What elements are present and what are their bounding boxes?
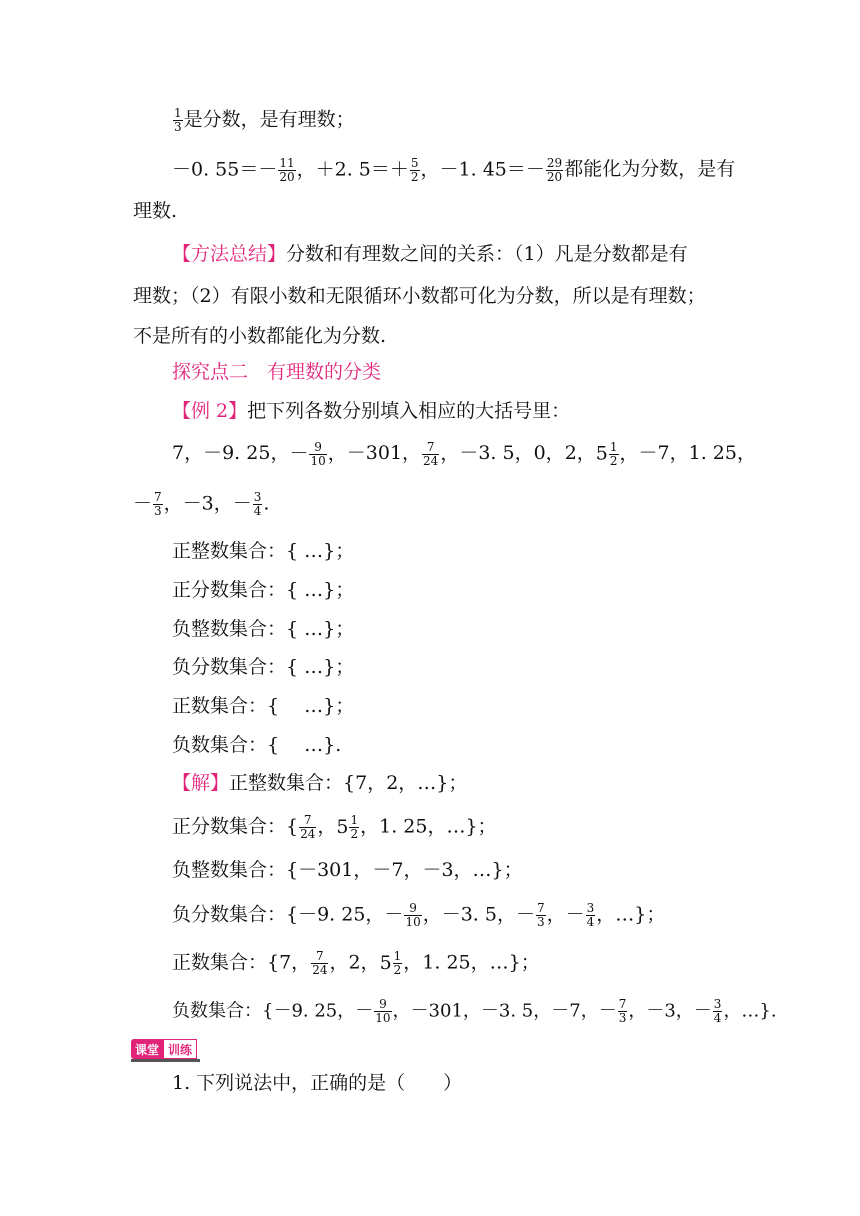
fraction: $\frac{3}{4}$ <box>586 901 595 929</box>
fraction: $\frac{7}{24}$ <box>423 440 439 468</box>
line-decimal-conversions: －0. 55＝－ $\frac{11}{20}$ ，＋2. 5＝＋ $\frac{5}{2}$ ，－1. 45＝－ $\frac{29}{20}$ 都能化为分数，是有 <box>172 156 736 184</box>
fraction: $\frac{29}{20}$ <box>546 156 563 184</box>
method-summary-line3: 不是所有的小数都能化为分数. <box>133 325 387 347</box>
solution-negative-fractions: 负分数集合：{－9. 25，－ $\frac{9}{10}$ ，－3. 5，－ $\frac{7}{3}$ ，－ $\frac{3}{4}$ ，…}； <box>172 901 666 929</box>
classroom-training-badge <box>131 1039 197 1059</box>
example-tag: 【例 2】 <box>172 400 248 422</box>
blank-set-negative-numbers: 负数集合：{ …}. <box>172 734 342 756</box>
fraction: $\frac{5}{2}$ <box>410 156 419 184</box>
badge-shadow <box>131 1059 200 1062</box>
fraction: $\frac{1}{2}$ <box>609 440 618 468</box>
fraction: $\frac{9}{10}$ <box>310 440 326 468</box>
blank-set-positive-fractions: 正分数集合：{ …}； <box>172 579 355 601</box>
number-list-line1: 7， －9. 25， － $\frac{9}{10}$ ， －301， $\frac{7}{24}$ ， －3. 5， 0， 2， 5 $\frac{1}{2}$ ， －7， 1. 25， <box>172 440 756 468</box>
blank-set-positive-integers: 正整数集合：{ …}； <box>172 540 355 562</box>
fraction: $\frac{7}{3}$ <box>536 901 545 929</box>
fraction: $\frac{11}{20}$ <box>279 156 295 184</box>
fraction: $\frac{7}{24}$ <box>312 949 328 977</box>
number-list-line2: － $\frac{7}{3}$ ，－3，－ $\frac{3}{4}$ . <box>133 490 270 518</box>
badge-part2: 训练 <box>163 1039 197 1059</box>
solution-negative-integers: 负整数集合：{－301，－7，－3，…}； <box>172 859 523 881</box>
fraction: $\frac{9}{10}$ <box>405 901 421 929</box>
fraction: $\frac{1}{2}$ <box>393 949 402 977</box>
fraction: $\frac{9}{10}$ <box>375 997 391 1025</box>
method-summary-tag: 【方法总结】 <box>172 243 287 265</box>
solution-tag: 【解】 <box>172 772 230 794</box>
line-decimal-cont: 理数. <box>133 200 178 222</box>
solution-positive-integers: 【解】正整数集合：{7，2，…}； <box>172 772 468 794</box>
solution-positive-fractions: 正分数集合：{ $\frac{7}{24}$ ，5 $\frac{1}{2}$ ，1. 25，…}； <box>172 813 497 841</box>
blank-set-negative-integers: 负整数集合：{ …}； <box>172 618 355 640</box>
fraction: $\frac{1}{3}$ <box>174 106 182 134</box>
method-summary-line2: 理数；（2）有限小数和无限循环小数都可化为分数，所以是有理数； <box>133 285 706 307</box>
fraction: $\frac{3}{4}$ <box>253 490 262 518</box>
fraction: $\frac{7}{3}$ <box>618 997 627 1025</box>
solution-positive-numbers: 正数集合：{7， $\frac{7}{24}$ ，2，5 $\frac{1}{2}$ ，1. 25，…}； <box>172 949 540 977</box>
badge-part1: 课堂 <box>131 1039 163 1059</box>
fraction: $\frac{7}{24}$ <box>300 813 316 841</box>
example-2-prompt: 【例 2】把下列各数分别填入相应的大括号里： <box>172 400 571 422</box>
fraction: $\frac{7}{3}$ <box>154 490 162 518</box>
section-title: 探究点二 有理数的分类 <box>172 361 382 383</box>
line-one-third: $\frac{1}{3}$ 是分数，是有理数； <box>174 106 355 134</box>
blank-set-negative-fractions: 负分数集合：{ …}； <box>172 656 355 678</box>
solution-negative-numbers: 负数集合：{－9. 25，－ $\frac{9}{10}$ ，－301，－3. 5，－7，－ $\frac{7}{3}$ ，－3，－ $\frac{3}{4}$ ，…}. <box>172 997 777 1025</box>
question-1: 1. 下列说法中，正确的是（ ） <box>172 1072 463 1094</box>
fraction: $\frac{1}{2}$ <box>350 813 359 841</box>
fraction: $\frac{3}{4}$ <box>713 997 722 1025</box>
blank-set-positive-numbers: 正数集合：{ …}； <box>172 695 355 717</box>
method-summary: 【方法总结】分数和有理数之间的关系：（1）凡是分数都是有 <box>172 243 688 265</box>
